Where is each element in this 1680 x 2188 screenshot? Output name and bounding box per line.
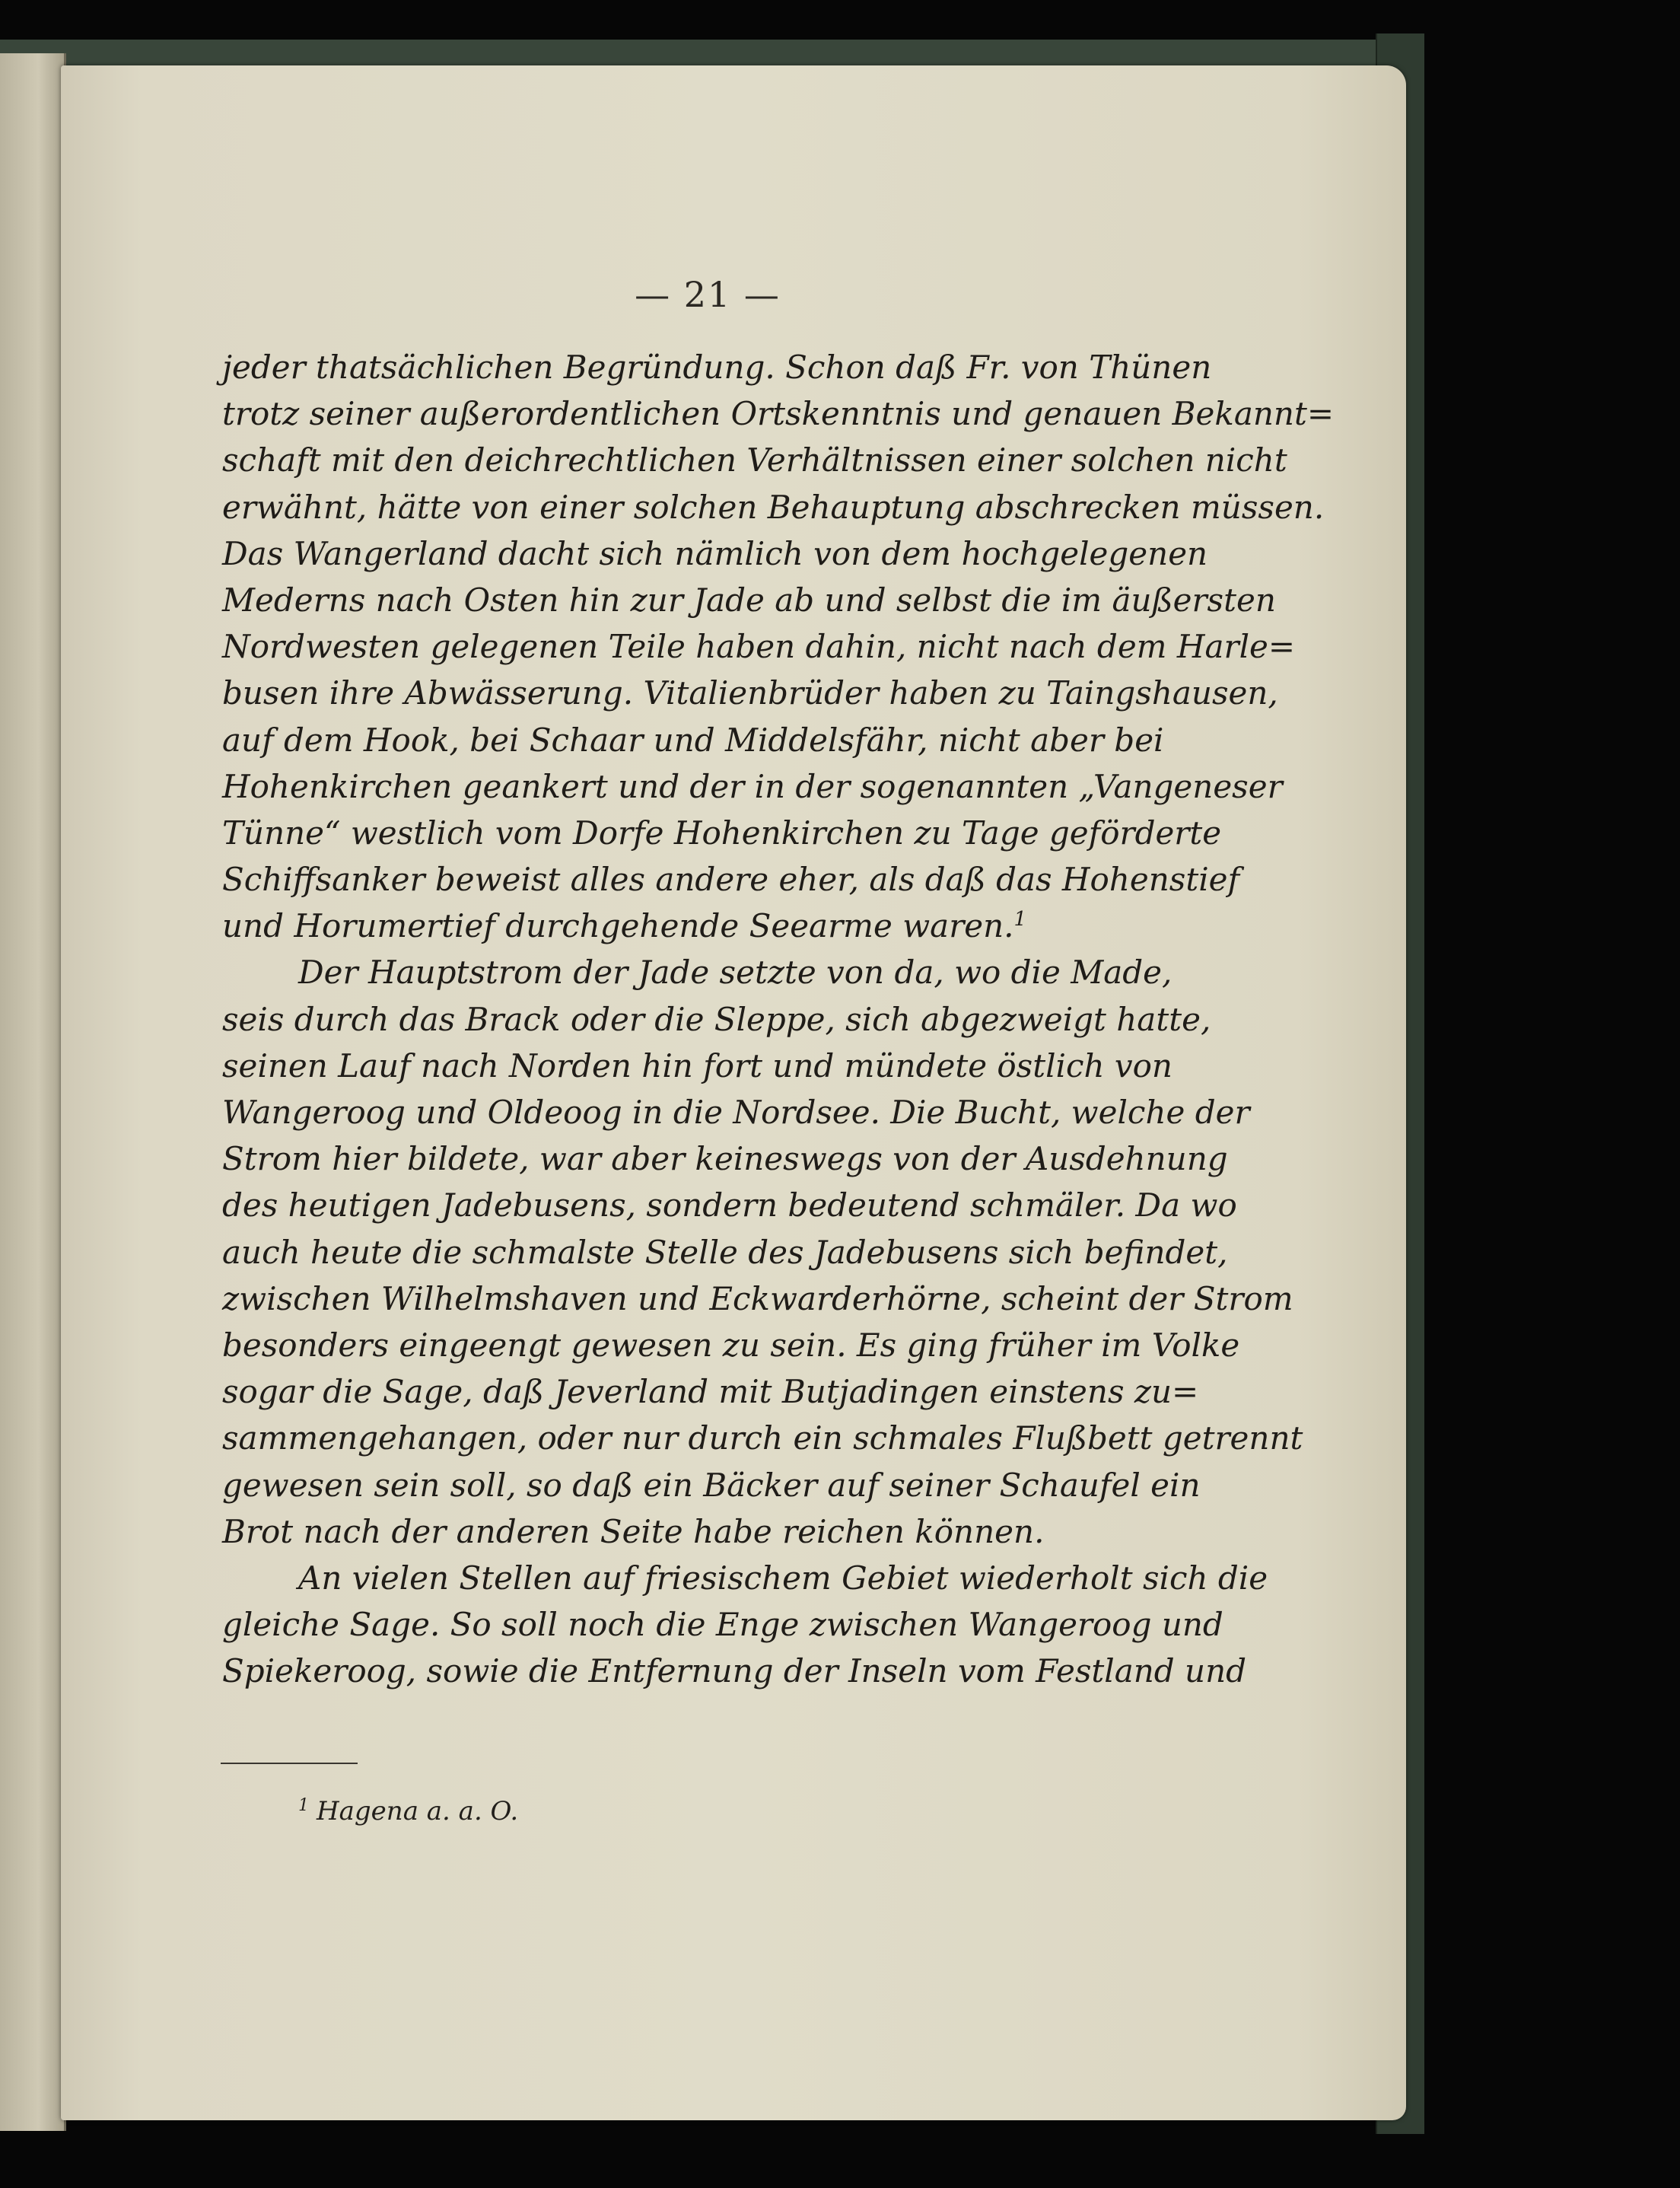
text-line: zwischen Wilhelmshaven und Eckwarderhörne, scheint der Strom bbox=[222, 1279, 1293, 1317]
text-line: Spiekeroog, sowie die Entfernung der Inseln vom Festland und bbox=[222, 1652, 1247, 1690]
text-line: gleiche Sage. So soll noch die Enge zwischen Wangeroog und bbox=[222, 1606, 1223, 1644]
text-line: besonders eingeengt gewesen zu sein. Es ging früher im Volke bbox=[222, 1326, 1240, 1364]
text-line: Der Hauptstrom der Jade setzte von da, wo die Made, bbox=[298, 954, 1172, 992]
book-binding-top bbox=[0, 40, 1392, 65]
text-line: busen ihre Abwässerung. Vitalienbrüder haben zu Taingshausen, bbox=[222, 674, 1278, 712]
text-line: des heutigen Jadebusens, sondern bedeutend schmäler. Da wo bbox=[222, 1186, 1237, 1225]
page-number: — 21 — bbox=[635, 274, 781, 315]
text-line: erwähnt, hätte von einer solchen Behauptung abschrecken müssen. bbox=[222, 488, 1325, 526]
footnote bbox=[298, 1796, 518, 1827]
footnote-divider bbox=[221, 1763, 358, 1764]
footnote-reference[interactable]: 1 bbox=[1013, 908, 1027, 932]
text-line: und Horumertief durchgehende Seearme waren. bbox=[222, 907, 1014, 945]
text-line: sammengehangen, oder nur durch ein schmales Flußbett getrennt bbox=[222, 1419, 1303, 1457]
footnote-text: Hagena a. a. O. bbox=[317, 1796, 519, 1827]
text-line: Wangeroog und Oldeoog in die Nordsee. Die Bucht, welche der bbox=[222, 1094, 1250, 1131]
text-line: auch heute die schmalste Stelle des Jadebusens sich befindet, bbox=[222, 1233, 1228, 1271]
page-body bbox=[222, 344, 1335, 1694]
text-line: schaft mit den deichrechtlichen Verhältnissen einer solchen nicht bbox=[222, 441, 1287, 479]
text-line: seinen Lauf nach Norden hin fort und mündete östlich von bbox=[222, 1046, 1172, 1084]
text-line-with-footnote-ref bbox=[222, 903, 1146, 949]
text-line: Nordwesten gelegenen Teile haben dahin, nicht nach dem Harle= bbox=[222, 628, 1296, 666]
text-line: Schiffsanker beweist alles andere eher, als daß das Hohenstief bbox=[222, 861, 1240, 899]
text-line: Strom hier bildete, war aber keineswegs von der Ausdehnung bbox=[222, 1140, 1228, 1178]
footnote-marker: 1 bbox=[298, 1795, 309, 1815]
text-line: auf dem Hook, bei Schaar und Middelsfähr, nicht aber bei bbox=[222, 721, 1164, 759]
text-line: Brot nach der anderen Seite habe reichen können. bbox=[222, 1512, 1045, 1550]
text-line: Mederns nach Osten hin zur Jade ab und selbst die im äußersten bbox=[222, 581, 1276, 619]
text-line: trotz seiner außerordentlichen Ortskenntnis und genauen Bekannt= bbox=[222, 395, 1335, 433]
text-line: sogar die Sage, daß Jeverland mit Butjadingen einstens zu= bbox=[222, 1373, 1199, 1411]
text-line: Hohenkirchen geankert und der in der sogenannten „Vangeneser bbox=[222, 767, 1283, 805]
text-line: Tünne“ westlich vom Dorfe Hohenkirchen zu Tage geförderte bbox=[222, 814, 1222, 852]
text-line: An vielen Stellen auf friesischem Gebiet wiederholt sich die bbox=[298, 1559, 1268, 1597]
previous-page-edge bbox=[0, 53, 66, 2131]
text-line: seis durch das Brack oder die Sleppe, sich abgezweigt hatte, bbox=[222, 1000, 1211, 1038]
text-line: Das Wangerland dacht sich nämlich von dem hochgelegenen bbox=[222, 534, 1208, 572]
text-line: gewesen sein soll, so daß ein Bäcker auf seiner Schaufel ein bbox=[222, 1466, 1201, 1504]
text-line: jeder thatsächlichen Begründung. Schon daß Fr. von Thünen bbox=[222, 349, 1212, 386]
